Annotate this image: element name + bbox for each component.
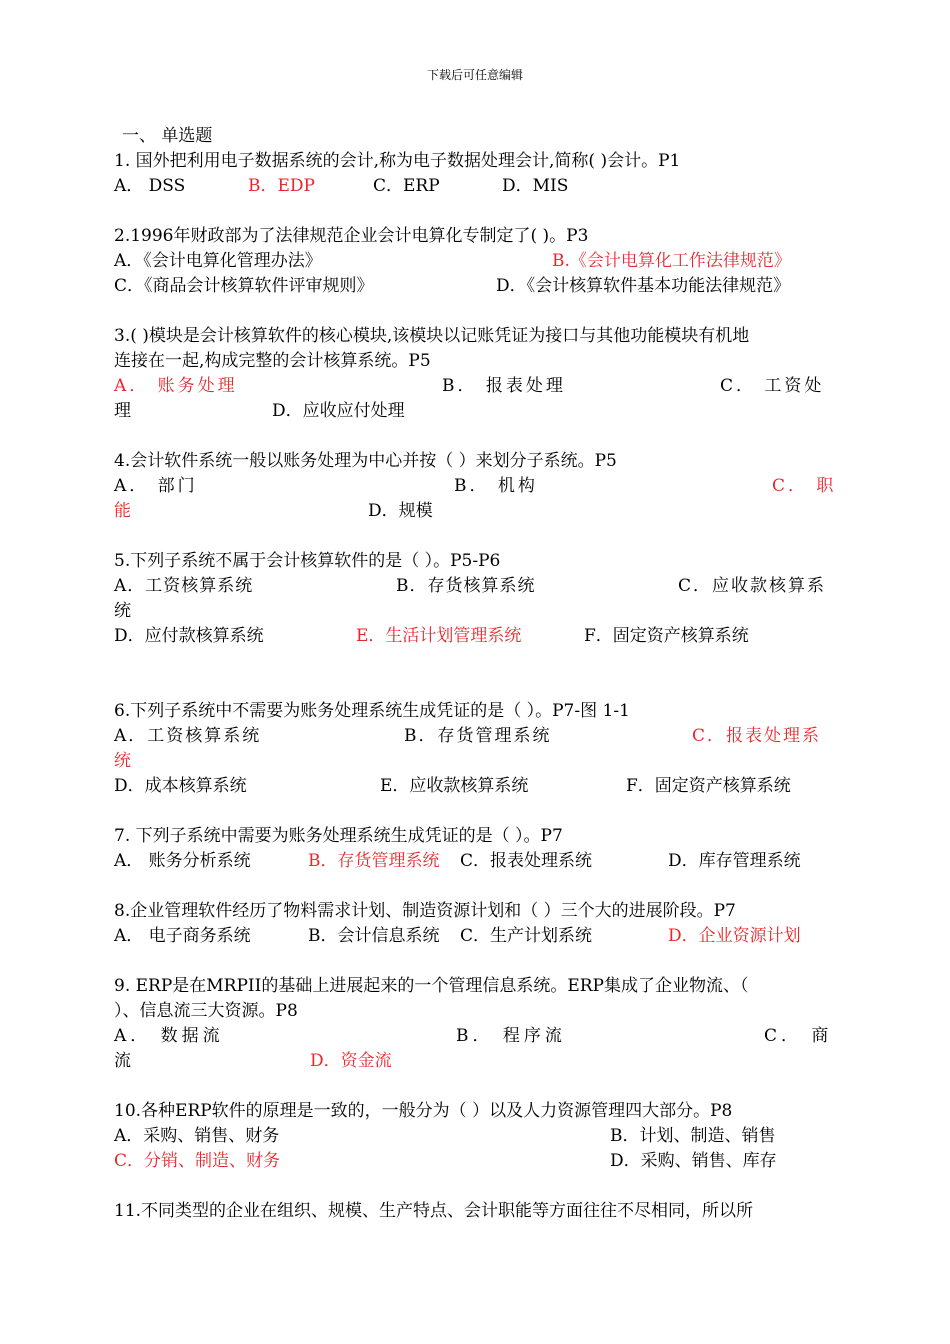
option-c-answer: C．报表处理系 xyxy=(692,726,822,746)
option-d: D．MIS xyxy=(502,176,569,196)
option-b: B．会计信息系统 xyxy=(308,926,440,946)
option-d: D．库存管理系统 xyxy=(668,851,801,871)
option-b-answer: B．存货管理系统 xyxy=(308,851,440,871)
question-10-stem: 10.各种ERP软件的原理是一致的，一般分为（ ）以及人力资源管理四大部分。P8 xyxy=(114,1101,733,1121)
option-e-answer: E．生活计划管理系统 xyxy=(356,626,522,646)
option-c-continued: 统 xyxy=(114,601,131,621)
question-2-stem: 2.1996年财政部为了法律规范企业会计电算化专制定了( )。P3 xyxy=(114,226,589,246)
question-4-options-row2 xyxy=(114,499,836,524)
question-3-stem-2: 连接在一起,构成完整的会计核算系统。P5 xyxy=(114,351,431,371)
question-3-options-row1 xyxy=(114,374,836,399)
option-d: D．规模 xyxy=(368,501,433,521)
option-c: C．应收款核算系 xyxy=(678,576,827,596)
question-6-options-row1 xyxy=(114,724,836,749)
question-5-options-row1 xyxy=(114,574,836,599)
option-c: C．生产计划系统 xyxy=(460,926,593,946)
option-d: D．采购、销售、库存 xyxy=(610,1151,777,1171)
option-c-continued: 理 xyxy=(114,401,131,421)
option-a: A．工资核算系统 xyxy=(114,576,254,596)
question-2-options-row2 xyxy=(114,274,836,299)
question-5-options-row2 xyxy=(114,599,836,624)
option-c: C．ERP xyxy=(373,176,440,196)
section-title: 一、 单选题 xyxy=(122,126,213,146)
question-8-stem: 8.企业管理软件经历了物料需求计划、制造资源计划和（ ）三个大的进展阶段。P7 xyxy=(114,901,736,921)
question-9-stem-2: ）、信息流三大资源。P8 xyxy=(114,1001,298,1021)
option-a: A． 电子商务系统 xyxy=(114,926,251,946)
question-10-options-row1 xyxy=(114,1124,836,1149)
option-b: B． 程序流 xyxy=(456,1026,566,1046)
question-10-options-row2 xyxy=(114,1149,836,1174)
option-e: E．应收款核算系统 xyxy=(380,776,529,796)
option-c-continued: 能 xyxy=(114,501,131,521)
option-d: D．应付款核算系统 xyxy=(114,626,264,646)
option-a-answer: A． 账务处理 xyxy=(114,376,238,396)
question-7-options xyxy=(114,849,836,874)
question-1-stem: 1. 国外把利用电子数据系统的会计,称为电子数据处理会计,简称( )会计。P1 xyxy=(114,151,681,171)
question-3-stem-1: 3.( )模块是会计核算软件的核心模块,该模块以记账凭证为接口与其他功能模块有机地 xyxy=(114,326,750,346)
page-header: 下载后可任意编辑 xyxy=(426,68,523,82)
question-7-stem: 7. 下列子系统中需要为账务处理系统生成凭证的是（ ）。P7 xyxy=(114,826,563,846)
question-5-stem: 5.下列子系统不属于会计核算软件的是（ ）。P5-P6 xyxy=(114,551,501,571)
option-b-answer: B．EDP xyxy=(248,176,315,196)
option-a: A． 账务分析系统 xyxy=(114,851,251,871)
option-d: D．成本核算系统 xyxy=(114,776,247,796)
option-c: C．报表处理系统 xyxy=(460,851,593,871)
option-a: A．《会计电算化管理办法》 xyxy=(114,251,322,271)
question-3-options-row2 xyxy=(114,399,836,424)
option-c-answer: C． 职 xyxy=(772,476,837,496)
option-d-answer: D．企业资源计划 xyxy=(668,926,801,946)
option-b: B． 报表处理 xyxy=(442,376,566,396)
option-a: A．工资核算系统 xyxy=(114,726,262,746)
option-a: A． 部门 xyxy=(114,476,198,496)
option-b: B． 机构 xyxy=(454,476,538,496)
option-b: B．存货核算系统 xyxy=(396,576,536,596)
question-4-stem: 4.会计软件系统一般以账务处理为中心并按（ ）来划分子系统。P5 xyxy=(114,451,617,471)
option-c: C．《商品会计核算软件评审规则》 xyxy=(114,276,374,296)
question-9-options-row2 xyxy=(114,1049,836,1074)
option-a: A．采购、销售、财务 xyxy=(114,1126,280,1146)
question-11-stem: 11.不同类型的企业在组织、规模、生产特点、会计职能等方面往往不尽相同，所以所 xyxy=(114,1201,754,1221)
option-b-answer: B.《会计电算化工作法律规范》 xyxy=(552,251,791,271)
question-6-stem: 6.下列子系统中不需要为账务处理系统生成凭证的是（ ）。P7-图 1-1 xyxy=(114,701,630,721)
question-9-options-row1 xyxy=(114,1024,836,1049)
option-d: D．应收应付处理 xyxy=(272,401,405,421)
question-4-options-row1 xyxy=(114,474,836,499)
question-8-options xyxy=(114,924,836,949)
question-1-options xyxy=(114,174,836,199)
question-6-options-row3 xyxy=(114,774,836,799)
question-5-options-row3 xyxy=(114,624,836,649)
option-d: D．《会计核算软件基本功能法律规范》 xyxy=(496,276,791,296)
option-c-answer: C．分销、制造、财务 xyxy=(114,1151,281,1171)
option-c-continued: 统 xyxy=(114,751,131,771)
document-body xyxy=(114,124,836,1224)
option-a: A． 数据流 xyxy=(114,1026,224,1046)
option-a: A． DSS xyxy=(114,176,186,196)
option-d-answer: D．资金流 xyxy=(310,1051,392,1071)
option-f: F．固定资产核算系统 xyxy=(584,626,749,646)
option-c-continued: 流 xyxy=(114,1051,131,1071)
option-c: C． 工资处 xyxy=(720,376,825,396)
question-9-stem-1: 9. ERP是在MRPII的基础上进展起来的一个管理信息系统。ERP集成了企业物流、（ xyxy=(114,976,749,996)
option-f: F．固定资产核算系统 xyxy=(626,776,791,796)
option-b: B．存货管理系统 xyxy=(404,726,552,746)
question-6-options-row2 xyxy=(114,749,836,774)
option-b: B．计划、制造、销售 xyxy=(610,1126,776,1146)
question-2-options-row1 xyxy=(114,249,836,274)
option-c: C． 商 xyxy=(764,1026,833,1046)
